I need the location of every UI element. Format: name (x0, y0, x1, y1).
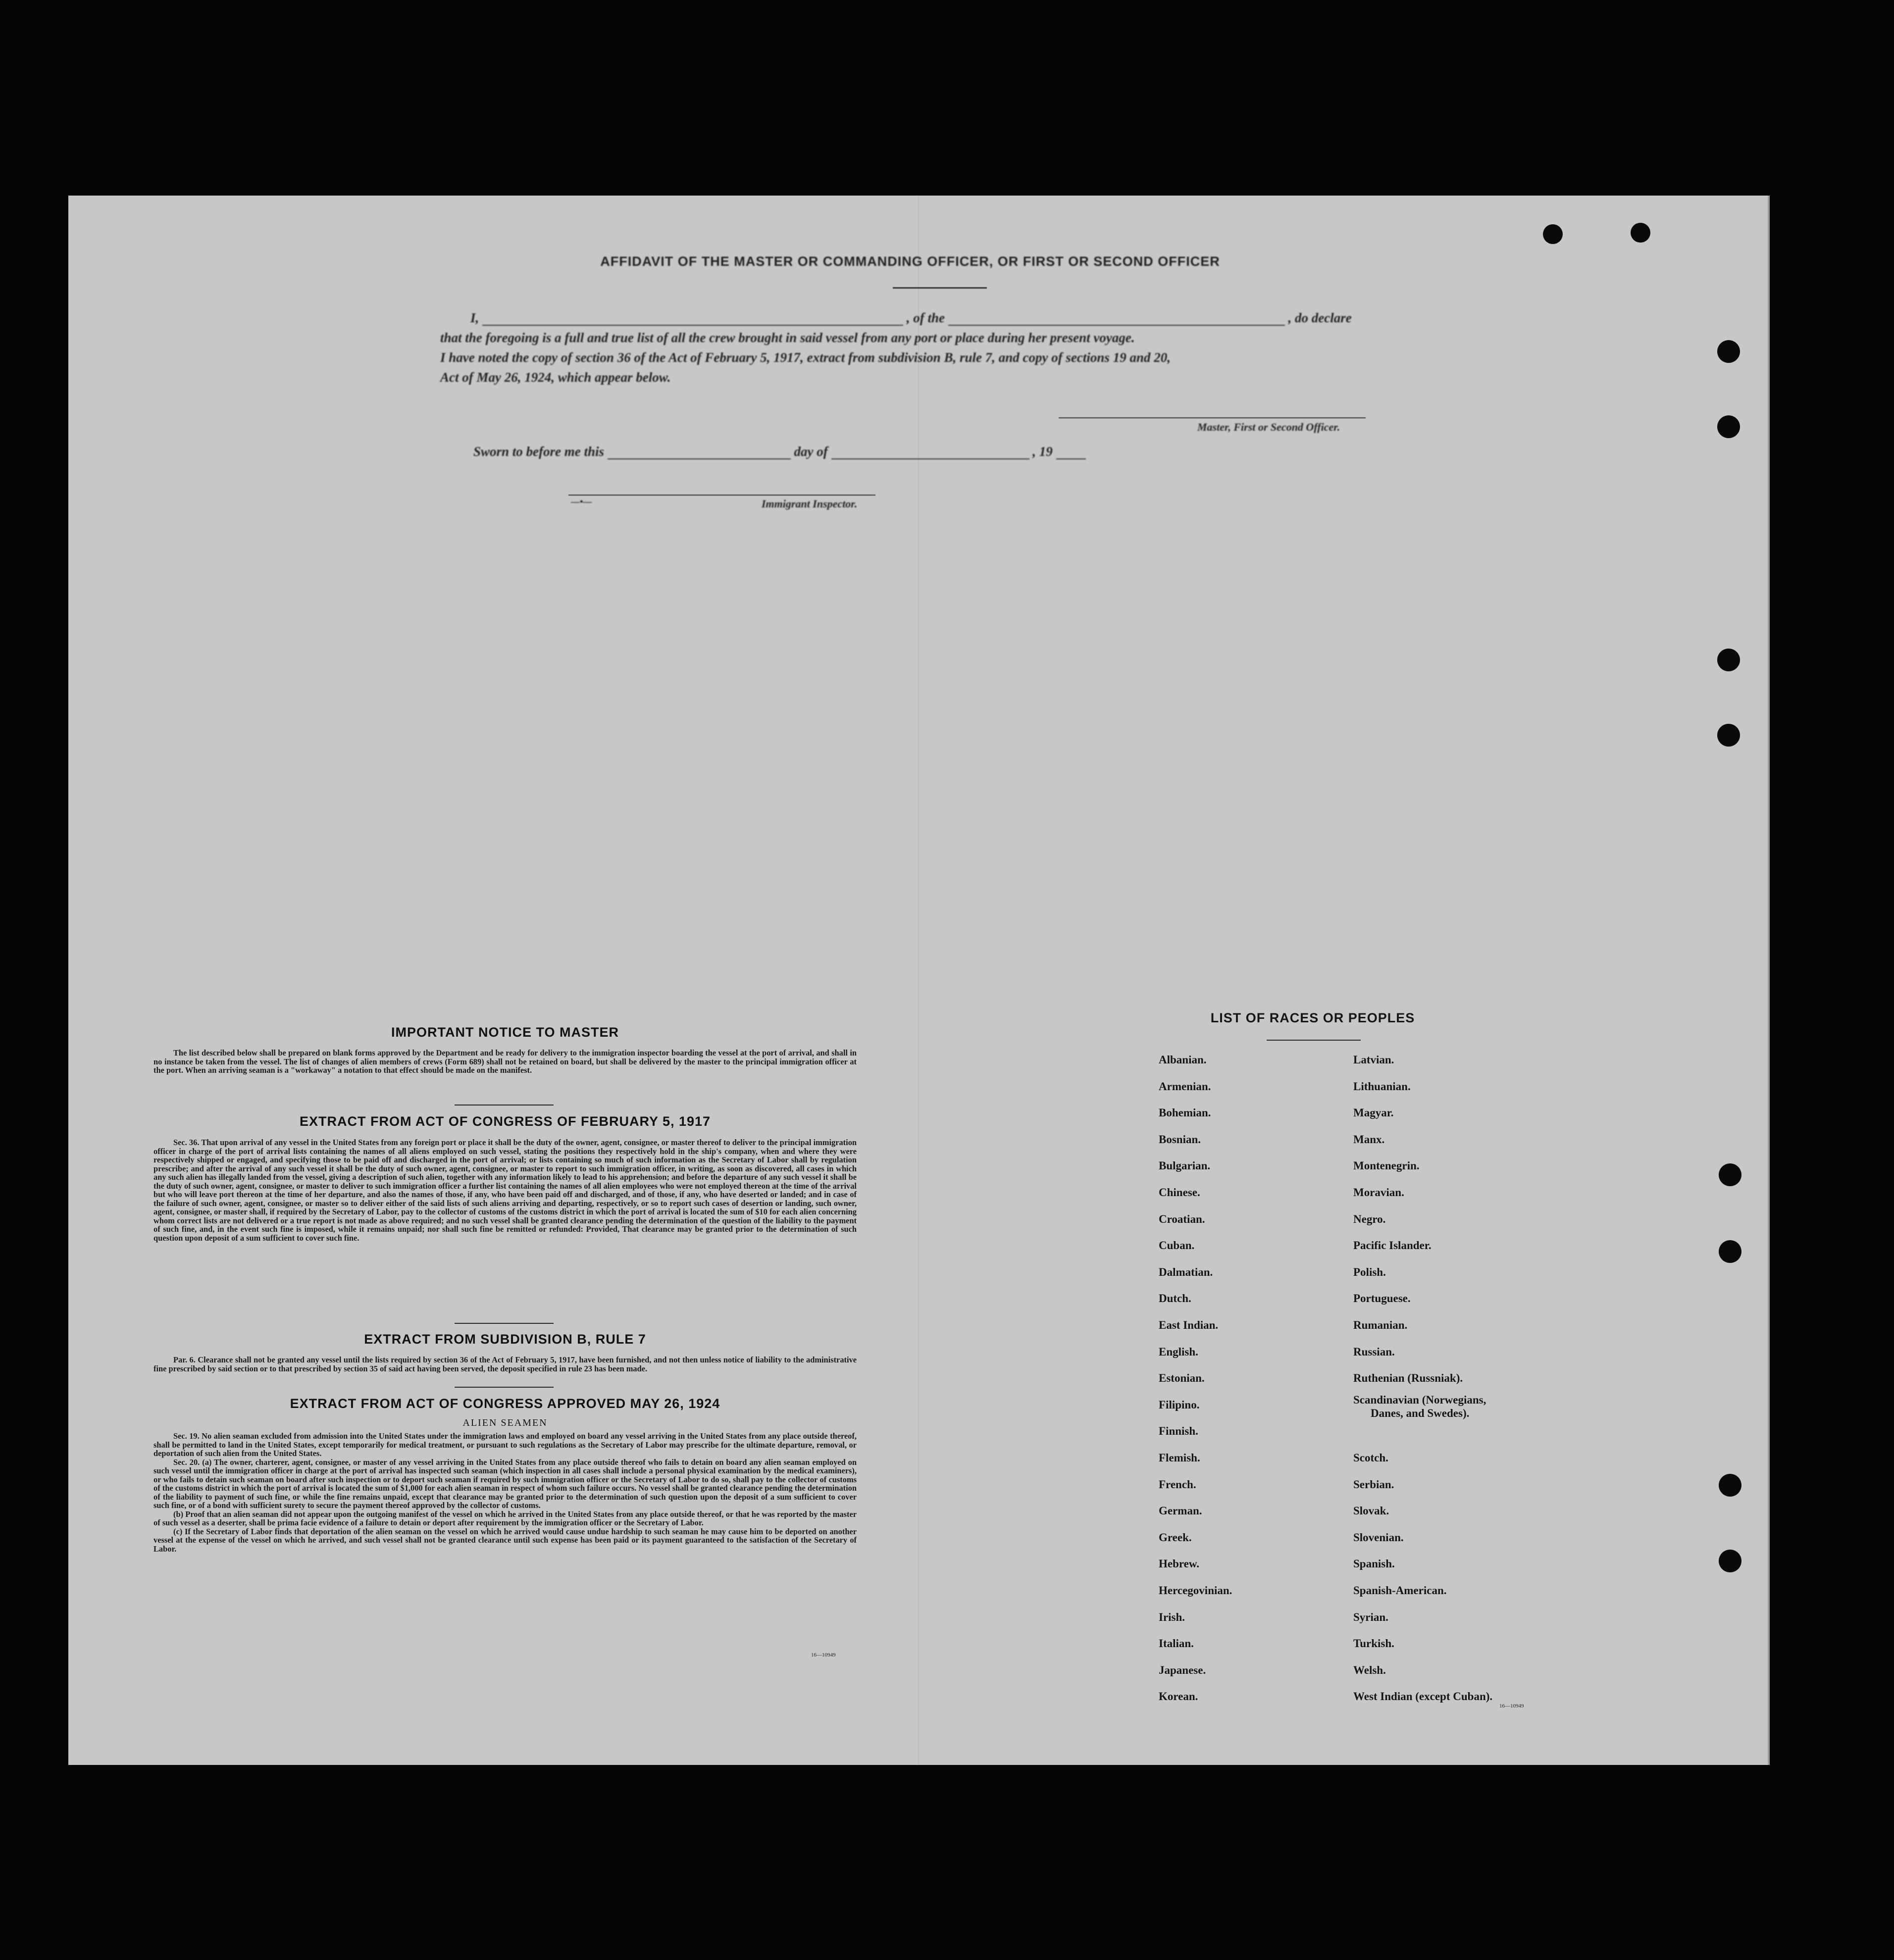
alien-seamen-subtitle: ALIEN SEAMEN (462, 1417, 548, 1428)
race-item: Latvian. (1353, 1054, 1394, 1066)
race-item: Spanish-American. (1353, 1584, 1447, 1597)
affidavit-i-label: I, (470, 310, 479, 325)
notice-paragraph: The list described below shall be prepared on blank forms approved by the Department and be ready for delivery to the immigration inspector boarding the vessel at the port of arrival, and shall in no instance be taken from the vessel. The list of changes of alien members of crews (Form 689) shall not be retained on board, but shall be delivered by the master to the principal immigration officer at the port. When an arriving seaman is a "workaway" a notation to that effect should be made on the manifest. (154, 1048, 857, 1075)
race-item: West Indian (except Cuban). (1353, 1690, 1493, 1703)
race-item: Bosnian. (1159, 1133, 1201, 1146)
affidavit-line-4: Act of May 26, 1924, which appear below. (440, 370, 671, 385)
sec-20b-paragraph: (b) Proof that an alien seaman did not appear upon the outgoing manifest of the vessel on which he arrived in the United States from any place outside thereof, or that he was reported by the master of such vessel as a deserter, shall be prima facie evidence of a failure to detain or deport after requirement by the immigration officer or the Secretary of Labor. (154, 1509, 857, 1527)
extract-1917-title: EXTRACT FROM ACT OF CONGRESS OF FEBRUARY 5, 1917 (299, 1114, 711, 1129)
race-item: Negro. (1353, 1212, 1386, 1225)
race-item: Turkish. (1353, 1637, 1394, 1650)
race-item: Bohemian. (1159, 1106, 1211, 1119)
rule-7-title: EXTRACT FROM SUBDIVISION B, RULE 7 (364, 1332, 646, 1347)
race-item: Slovenian. (1353, 1531, 1404, 1544)
race-item: Scandinavian (Norwegians, (1353, 1393, 1486, 1406)
race-item: German. (1159, 1505, 1202, 1517)
race-item: Moravian. (1353, 1186, 1404, 1199)
punch-hole (1631, 223, 1650, 243)
year-label: , 19 (1032, 444, 1053, 459)
section-36-paragraph: Sec. 36. That upon arrival of any vessel in the United States from any foreign port or place it shall be the duty of the owner, agent, consignee, or master thereof to deliver to the principal immigration officer in charge of the port of arrival lists containing the names of all aliens employed on such vessel, stating the positions they respectively hold in the ship's company, when and where they were respectively shipped or engaged, and specifying those to be paid off and discharged in the port of arrival; or lists containing so much of such information as the Secretary of Labor shall by regulation prescribe; and after the arrival of any such vessel it shall be the duty of such owner, agent, consignee, or master to report to such immigration officer, in writing, as soon as discovered, all cases in which any such alien has illegally landed from the vessel, giving a description of such alien, together with any information likely to lead to his apprehension; and before the departure of any such vessel it shall be the duty of such owner, agent, consignee, or master to deliver to such immigration officer a further list containing the names of all alien employees who were not employed thereon at the time of the arrival but who will leave port thereon at the time of her departure, and also the names of those, if any, who have been paid off and discharged, and of those, if any, who have deserted or landed; and in case of the failure of such owner, agent, consignee, or master so to deliver either of the said lists of such aliens arriving and departing, respectively, or so to report such cases of desertion or landing, such owner, agent, consignee, or master shall, if required by the Secretary of Labor, pay to the collector of customs of the customs district in which the port of arrival is located the sum of $10 for each alien concerning whom correct lists are not delivered or a true report is not made as above required; and no such vessel shall be granted clearance pending the determination of the question of the liability to the payment of such fine, and, in the event such fine is imposed, while it remains unpaid; nor shall such fine be remitted or refunded: Provided, That clearance may be granted prior to the determination of such question upon deposit of a sum sufficient to cover such fine. (154, 1138, 857, 1243)
punch-hole (1719, 1474, 1741, 1497)
race-item: Russian. (1353, 1345, 1395, 1358)
sworn-year-blank (1056, 447, 1086, 459)
race-item: Ruthenian (Russniak). (1353, 1372, 1463, 1385)
affidavit-line-1 (470, 310, 1352, 326)
notice-title: IMPORTANT NOTICE TO MASTER (391, 1025, 619, 1040)
race-item: Syrian. (1353, 1610, 1388, 1623)
punch-hole (1717, 724, 1740, 747)
race-item: Chinese. (1159, 1186, 1200, 1199)
races-title: LIST OF RACES OR PEOPLES (1210, 1010, 1415, 1025)
notice-text (154, 1049, 857, 1075)
race-item: Armenian. (1159, 1080, 1211, 1093)
race-item: Magyar. (1353, 1106, 1394, 1119)
race-item: Rumanian. (1353, 1319, 1408, 1331)
extract-1924-text (154, 1432, 857, 1553)
affidavit-title-rule (893, 287, 987, 289)
races-title-rule (1267, 1040, 1361, 1041)
race-item: Greek. (1159, 1531, 1192, 1544)
inspector-signature-line (568, 495, 875, 496)
sec-20a-paragraph: Sec. 20. (a) The owner, charterer, agent, consignee, or master of any vessel arriving in the United States from any place outside thereof who fails to detain on board any alien seaman employed on such vessel until the immigration officer in charge at the port of arrival has inspected such seaman (which inspection in all cases shall include a personal physical examination by the medical examiners), or who fails to detain such seaman on board after such inspection or to deport such seaman if required by such immigration officer or the Secretary of Labor to do so, shall pay to the collector of customs of the customs district in which the port of arrival is located the sum of $1,000 for each alien seaman in respect of whom such failure occurs. No vessel shall be granted clearance pending the determination of the liability to payment of such fine, or while the fine remains unpaid, except that clearance may be granted prior to the determination of such question upon the deposit of a sum sufficient to cover such fine, or of a bond with sufficient surety to secure the payment thereof approved by the collector of customs. (154, 1457, 857, 1510)
race-item: Dutch. (1159, 1292, 1191, 1305)
sec-19-paragraph: Sec. 19. No alien seaman excluded from admission into the United States under the immigration laws and employed on board any vessel arriving in the United States from any place outside thereof, shall be permitted to land in the United States, except temporarily for medical treatment, or pursuant to such regulations as the Secretary of Labor may prescribe for the ultimate departure, removal, or deportation of such alien from the United States. (154, 1431, 857, 1458)
race-item: Dalmatian. (1159, 1265, 1213, 1278)
inspector-mark: —•— (571, 497, 592, 506)
race-item: East Indian. (1159, 1319, 1219, 1331)
race-item: Italian. (1159, 1637, 1194, 1650)
punch-hole (1717, 415, 1740, 438)
punch-hole (1717, 649, 1740, 671)
sworn-label: Sworn to before me this (473, 444, 605, 459)
race-item: Scotch. (1353, 1452, 1388, 1464)
race-item: Hebrew. (1159, 1558, 1199, 1570)
race-item: Slovak. (1353, 1505, 1389, 1517)
race-item: Finnish. (1159, 1425, 1198, 1438)
race-item: Hercegovinian. (1159, 1584, 1232, 1597)
punch-hole (1719, 1163, 1741, 1186)
extract-1924-title: EXTRACT FROM ACT OF CONGRESS APPROVED MAY 26, 1924 (290, 1396, 720, 1411)
race-item: Pacific Islander. (1353, 1239, 1432, 1252)
section-divider (455, 1323, 554, 1324)
master-signature-line (1059, 417, 1366, 418)
race-item: Polish. (1353, 1265, 1386, 1278)
race-item: Welsh. (1353, 1663, 1386, 1676)
section-divider (455, 1387, 554, 1388)
race-item: Korean. (1159, 1690, 1198, 1703)
race-item: Bulgarian. (1159, 1159, 1211, 1172)
affidavit-do-declare: , do declare (1288, 310, 1352, 325)
race-item: Irish. (1159, 1610, 1185, 1623)
race-item: Lithuanian. (1353, 1080, 1411, 1093)
inspector-signature-label: Immigrant Inspector. (762, 498, 858, 510)
affidavit-line-2: that the foregoing is a full and true list of all the crew brought in said vessel from any port or place during her present voyage. (440, 330, 1135, 345)
sec-20c-paragraph: (c) If the Secretary of Labor finds that deportation of the alien seaman on the vessel on which he arrived would cause undue hardship to such seaman he may cause him to be deported on another vessel at the expense of the vessel on which he arrived, and such vessel shall not be granted clearance until such expense has been paid or its payment guaranteed to the satisfaction of the Secretary of Labor. (154, 1526, 857, 1554)
affidavit-title: AFFIDAVIT OF THE MASTER OR COMMANDING OFFICER, OR FIRST OR SECOND OFFICER (600, 254, 1220, 269)
race-item: Albanian. (1159, 1054, 1207, 1066)
race-item: Croatian. (1159, 1212, 1205, 1225)
race-item: Manx. (1353, 1133, 1385, 1146)
punch-hole (1719, 1240, 1741, 1263)
punch-hole (1717, 340, 1740, 363)
section-divider (455, 1105, 554, 1106)
center-fold (918, 196, 919, 1765)
form-sheet (68, 196, 1770, 1765)
day-of-label: day of (794, 444, 828, 459)
race-item: Estonian. (1159, 1372, 1205, 1385)
race-item: Flemish. (1159, 1452, 1200, 1464)
race-item: Spanish. (1353, 1558, 1395, 1570)
race-item: Montenegrin. (1353, 1159, 1420, 1172)
sworn-day-blank (608, 447, 791, 459)
affidavit-of-the: , of the (906, 310, 945, 325)
race-item: English. (1159, 1345, 1198, 1358)
sworn-line (473, 444, 1086, 459)
race-item: Japanese. (1159, 1663, 1206, 1676)
race-item: Portuguese. (1353, 1292, 1411, 1305)
form-number-right: 16—10949 (1499, 1703, 1524, 1709)
race-scandinavian-continued: Danes, and Swedes). (1371, 1407, 1470, 1419)
sworn-month-blank (831, 447, 1029, 459)
race-item: Cuban. (1159, 1239, 1195, 1252)
race-item: Filipino. (1159, 1398, 1200, 1411)
master-name-blank (482, 313, 903, 326)
punch-hole (1719, 1550, 1741, 1572)
race-item: French. (1159, 1478, 1196, 1491)
master-signature-label: Master, First or Second Officer. (1197, 421, 1340, 433)
vessel-name-blank (948, 313, 1285, 326)
affidavit-line-3: I have noted the copy of section 36 of the Act of February 5, 1917, extract from subdivision B, rule 7, and copy of sections 19 and 20, (440, 350, 1171, 365)
punch-hole (1543, 224, 1563, 244)
race-item: Serbian. (1353, 1478, 1394, 1491)
rule-7-text (154, 1356, 857, 1373)
form-number-left: 16—10949 (811, 1652, 836, 1658)
extract-1917-text (154, 1138, 857, 1242)
par-6-paragraph: Par. 6. Clearance shall not be granted any vessel until the lists required by section 36 of the Act of February 5, 1917, have been furnished, and not then unless notice of liability to the administrative fine prescribed by said section or to that prescribed by section 35 of said act having been served, the deposit specified in rule 23 has been made. (154, 1355, 857, 1373)
